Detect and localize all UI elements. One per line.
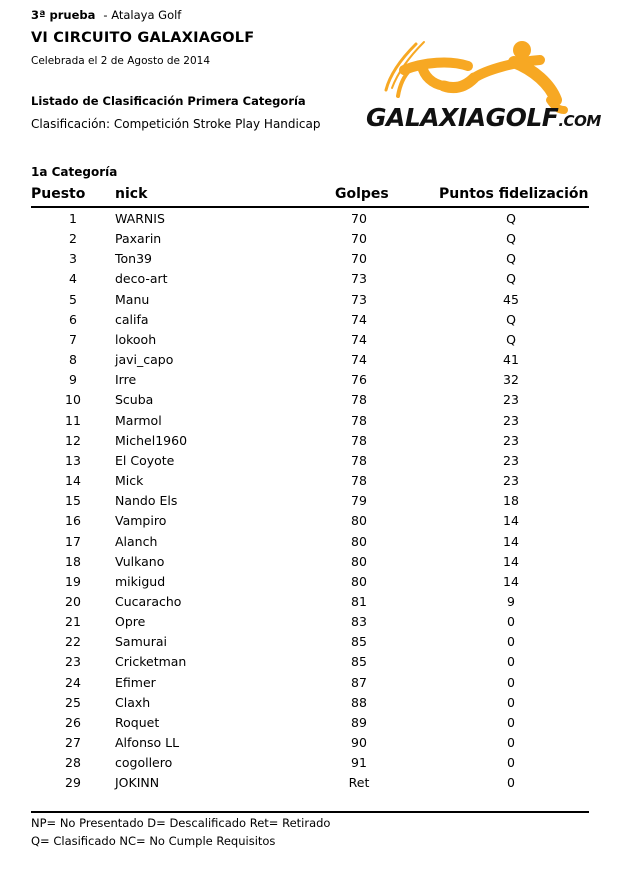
nick-cell: Vulkano (115, 553, 165, 569)
table-row (31, 752, 589, 772)
nick-cell: El Coyote (115, 452, 175, 468)
strokes-cell: 80 (351, 513, 367, 529)
nick-cell: JOKINN (115, 775, 160, 791)
loyalty-points-cell: 0 (507, 755, 515, 771)
strokes-cell: 85 (351, 654, 367, 670)
loyalty-points-cell: 23 (503, 392, 519, 408)
loyalty-points-cell: 0 (507, 775, 515, 791)
strokes-cell: 74 (351, 352, 367, 368)
position-cell: 7 (69, 331, 77, 347)
loyalty-points-cell: 14 (503, 553, 519, 569)
nick-cell: WARNIS (115, 211, 165, 226)
table-row (31, 410, 589, 430)
strokes-cell: 81 (351, 593, 367, 609)
nick-cell: javi_capo (115, 352, 174, 368)
nick-cell: Manu (115, 291, 150, 307)
strokes-cell: 73 (351, 291, 367, 307)
position-cell: 27 (65, 735, 81, 751)
position-cell: 17 (65, 533, 81, 549)
table-header (31, 186, 589, 206)
loyalty-points-cell: 23 (503, 412, 519, 428)
loyalty-points-cell: 0 (507, 614, 515, 630)
position-cell: 25 (65, 694, 81, 710)
loyalty-points-cell: 0 (507, 714, 515, 730)
nick-cell: Irre (115, 372, 137, 388)
nick-cell: Roquet (115, 714, 160, 730)
position-cell: 29 (65, 775, 81, 791)
position-cell: 22 (65, 634, 81, 650)
loyalty-points-cell: 32 (503, 372, 519, 388)
table-row (31, 712, 589, 732)
strokes-cell: 78 (351, 412, 367, 428)
position-cell: 19 (65, 573, 81, 589)
strokes-cell: Ret (348, 775, 370, 791)
table-row (31, 772, 589, 792)
loyalty-points-cell: Q (506, 271, 516, 287)
table-row (31, 268, 589, 288)
loyalty-points-cell: 0 (507, 634, 515, 650)
table-row (31, 692, 589, 712)
classification-table (31, 208, 589, 793)
table-row (31, 651, 589, 671)
logo-text: GALAXIAGOLF.COM (366, 103, 601, 132)
strokes-cell: 88 (351, 694, 367, 710)
position-cell: 10 (65, 392, 81, 408)
nick-cell: cogollero (115, 755, 173, 771)
table-row (31, 349, 589, 369)
table-row (31, 672, 589, 692)
strokes-cell: 70 (351, 211, 367, 226)
strokes-cell: 79 (351, 493, 367, 509)
loyalty-points-cell: Q (506, 231, 516, 247)
loyalty-points-cell: 14 (503, 533, 519, 549)
position-cell: 9 (69, 372, 77, 388)
loyalty-points-cell: 0 (507, 674, 515, 690)
golfer-logo-icon (364, 40, 601, 140)
position-cell: 21 (65, 614, 81, 630)
nick-cell: Opre (115, 614, 146, 630)
nick-cell: Paxarin (115, 231, 162, 247)
category-label: 1a Categoría (31, 165, 118, 179)
loyalty-points-cell: Q (506, 311, 516, 327)
column-header-position: Puesto (31, 186, 86, 202)
loyalty-points-cell: 0 (507, 735, 515, 751)
strokes-cell: 78 (351, 452, 367, 468)
position-cell: 12 (65, 432, 81, 448)
nick-cell: Nando Els (115, 493, 178, 509)
nick-cell: Alanch (115, 533, 158, 549)
strokes-cell: 85 (351, 634, 367, 650)
strokes-cell: 87 (351, 674, 367, 690)
strokes-cell: 91 (351, 755, 367, 771)
table-row (31, 591, 589, 611)
legend-line-1: NP= No Presentado D= Descalificado Ret= Retirado (31, 816, 331, 830)
loyalty-points-cell: 23 (503, 473, 519, 489)
loyalty-points-cell: 41 (503, 352, 519, 368)
loyalty-points-cell: 45 (503, 291, 519, 307)
loyalty-points-cell: 0 (507, 694, 515, 710)
loyalty-points-cell: 14 (503, 573, 519, 589)
table-footer-divider (31, 811, 589, 813)
event-date: Celebrada el 2 de Agosto de 2014 (31, 55, 211, 67)
position-cell: 24 (65, 674, 81, 690)
position-cell: 15 (65, 493, 81, 509)
nick-cell: mikigud (115, 573, 166, 589)
position-cell: 11 (65, 412, 81, 428)
loyalty-points-cell: Q (506, 211, 516, 226)
strokes-cell: 73 (351, 271, 367, 287)
legend-line-2: Q= Clasificado NC= No Cumple Requisitos (31, 834, 276, 848)
table-row (31, 389, 589, 409)
position-cell: 1 (69, 211, 77, 226)
position-cell: 14 (65, 473, 81, 489)
column-header-strokes: Golpes (335, 186, 389, 202)
table-row (31, 490, 589, 510)
nick-cell: califa (115, 311, 149, 327)
loyalty-points-cell: 23 (503, 432, 519, 448)
loyalty-points-cell: 18 (503, 493, 519, 509)
position-cell: 4 (69, 271, 77, 287)
position-cell: 8 (69, 352, 77, 368)
position-cell: 28 (65, 755, 81, 771)
table-row (31, 248, 589, 268)
table-row (31, 732, 589, 752)
table-row (31, 531, 589, 551)
position-cell: 16 (65, 513, 81, 529)
galaxiagolf-logo (364, 40, 601, 140)
nick-cell: Marmol (115, 412, 162, 428)
strokes-cell: 70 (351, 231, 367, 247)
column-header-nick: nick (115, 186, 148, 202)
table-row (31, 631, 589, 651)
loyalty-points-cell: 23 (503, 452, 519, 468)
event-location: - Atalaya Golf (103, 8, 182, 22)
table-row (31, 309, 589, 329)
strokes-cell: 74 (351, 311, 367, 327)
document-title: VI CIRCUITO GALAXIAGOLF (31, 30, 255, 46)
strokes-cell: 80 (351, 533, 367, 549)
table-row (31, 289, 589, 309)
event-round (31, 8, 181, 22)
position-cell: 6 (69, 311, 77, 327)
nick-cell: Vampiro (115, 513, 167, 529)
nick-cell: Claxh (115, 694, 151, 710)
strokes-cell: 74 (351, 331, 367, 347)
table-row (31, 369, 589, 389)
loyalty-points-cell: 0 (507, 654, 515, 670)
nick-cell: deco-art (115, 271, 168, 287)
strokes-cell: 78 (351, 473, 367, 489)
table-row (31, 470, 589, 490)
table-row (31, 551, 589, 571)
nick-cell: lokooh (115, 331, 157, 347)
position-cell: 26 (65, 714, 81, 730)
nick-cell: Michel1960 (115, 432, 188, 448)
strokes-cell: 78 (351, 432, 367, 448)
table-row (31, 450, 589, 470)
position-cell: 3 (69, 251, 77, 267)
position-cell: 13 (65, 452, 81, 468)
position-cell: 2 (69, 231, 77, 247)
nick-cell: Ton39 (115, 251, 152, 267)
listing-title: Listado de Clasificación Primera Categoría (31, 94, 306, 108)
strokes-cell: 80 (351, 573, 367, 589)
nick-cell: Samurai (115, 634, 167, 650)
nick-cell: Cucaracho (115, 593, 182, 609)
strokes-cell: 90 (351, 735, 367, 751)
strokes-cell: 78 (351, 392, 367, 408)
position-cell: 5 (69, 291, 77, 307)
classification-type: Clasificación: Competición Stroke Play Handicap (31, 117, 321, 131)
position-cell: 20 (65, 593, 81, 609)
nick-cell: Alfonso LL (115, 735, 180, 751)
loyalty-points-cell: 9 (507, 593, 515, 609)
position-cell: 18 (65, 553, 81, 569)
table-row (31, 571, 589, 591)
event-round-number: 3ª prueba (31, 8, 96, 22)
table-row (31, 329, 589, 349)
loyalty-points-cell: Q (506, 331, 516, 347)
table-row (31, 430, 589, 450)
nick-cell: Cricketman (115, 654, 187, 670)
strokes-cell: 83 (351, 614, 367, 630)
nick-cell: Scuba (115, 392, 154, 408)
strokes-cell: 80 (351, 553, 367, 569)
strokes-cell: 76 (351, 372, 367, 388)
table-row (31, 228, 589, 248)
table-row (31, 510, 589, 530)
strokes-cell: 70 (351, 251, 367, 267)
nick-cell: Mick (115, 473, 144, 489)
loyalty-points-cell: 14 (503, 513, 519, 529)
position-cell: 23 (65, 654, 81, 670)
nick-cell: Efimer (115, 674, 156, 690)
table-row (31, 208, 589, 228)
table-row (31, 611, 589, 631)
strokes-cell: 89 (351, 714, 367, 730)
column-header-loyalty-points: Puntos fidelización (439, 186, 589, 202)
loyalty-points-cell: Q (506, 251, 516, 267)
